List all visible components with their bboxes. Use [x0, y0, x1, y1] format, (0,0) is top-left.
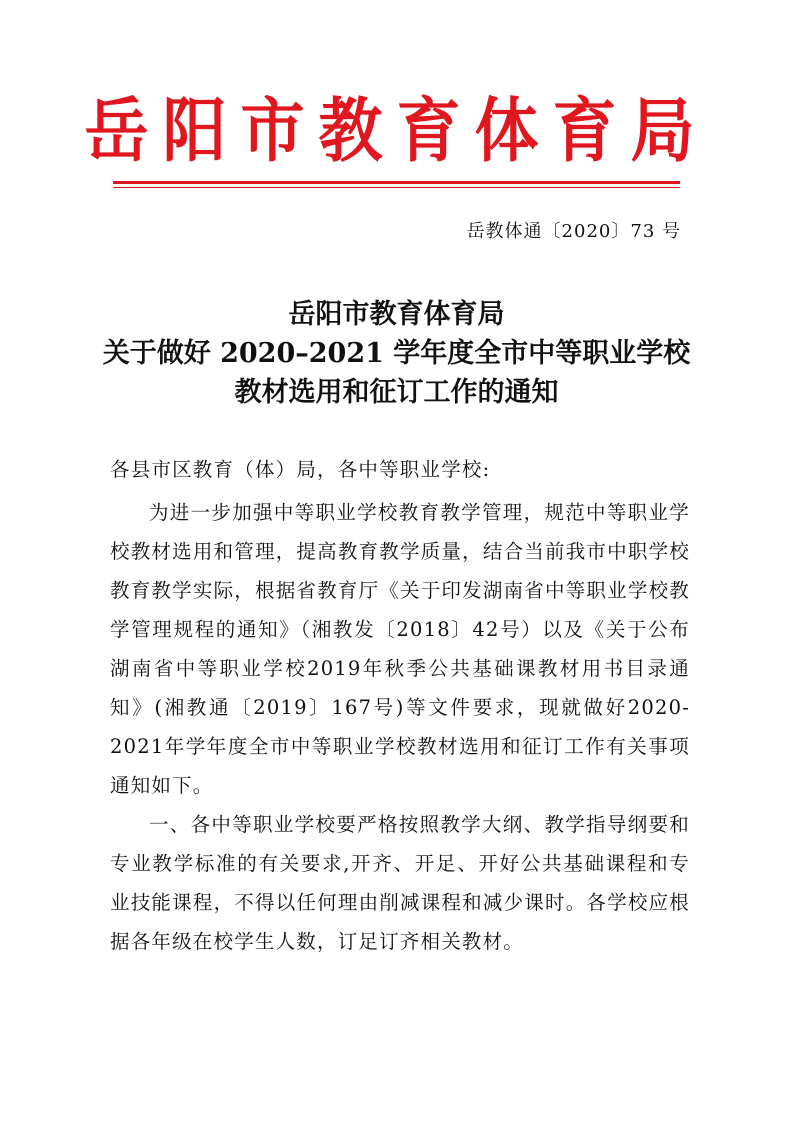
document-title-line-3: 教材选用和征订工作的通知	[234, 377, 559, 408]
document-title-line-2: 关于做好 2020–2021 学年度全市中等职业学校	[102, 338, 691, 369]
body-paragraph-1: 为进一步加强中等职业学校教育教学管理，规范中等职业学校教材选用和管理，提高教育教学质量，结合当前我市中职学校教育教学实际，根据省教育厅《关于印发湖南省中等职业学校教学管理规程的通知》（湘教发〔2018〕42号）以及《关于公布湖南省中等职业学校2019年秋季公共基础课教材用书目录通知》(湘教通〔2019〕167号)等文件要求，现就做好2020-2021年学年度全市中等职业学校教材选用和征订工作有关事项通知如下。	[110, 501, 690, 797]
document-title-line-1: 岳阳市教育体育局	[288, 299, 505, 330]
document-number: 岳教体通〔2020〕73 号	[466, 221, 681, 242]
masthead-red-rule-thin	[113, 187, 680, 188]
masthead-red-rule-thick	[113, 181, 680, 184]
masthead-org-title: 岳阳市教育体育局	[84, 90, 709, 172]
body-paragraph-2: 一、各中等职业学校要严格按照教学大纲、教学指导纲要和专业教学标准的有关要求,开齐、开足、开好公共基础课程和专业技能课程，不得以任何理由削减课程和减少课时。各学校应根据各年级在校学生人数，订足订齐相关教材。	[110, 813, 690, 953]
salutation: 各县市区教育（体）局，各中等职业学校:	[110, 458, 491, 481]
